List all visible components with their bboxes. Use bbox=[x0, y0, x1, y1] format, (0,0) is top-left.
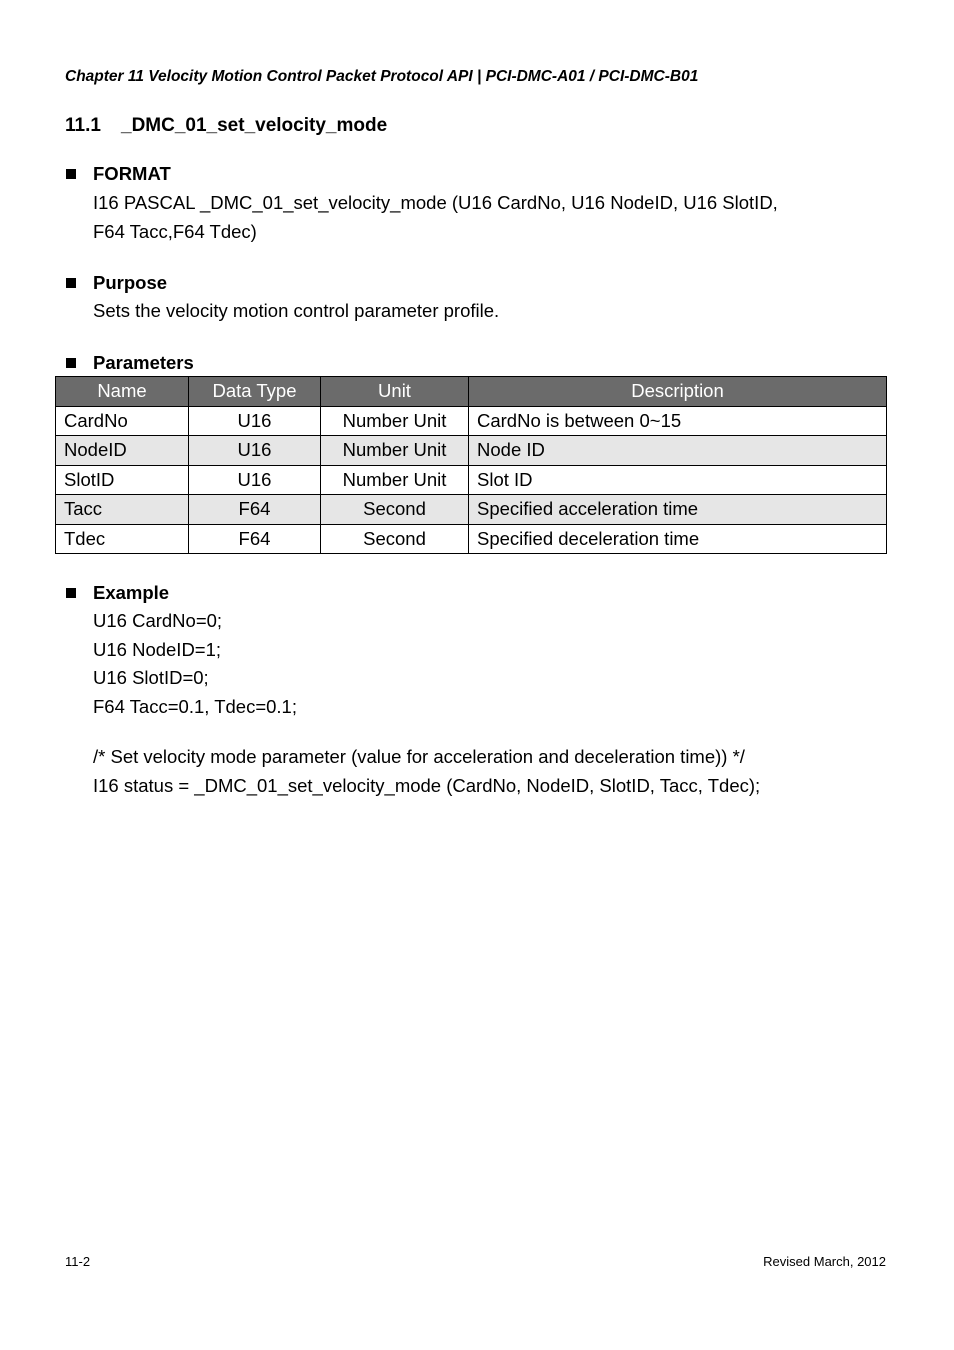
square-bullet-icon bbox=[66, 169, 76, 179]
param-unit: Number Unit bbox=[321, 465, 469, 495]
format-heading-text: FORMAT bbox=[93, 163, 171, 184]
example-heading bbox=[65, 581, 760, 605]
example-comment: /* Set velocity mode parameter (value for acceleration and deceleration time)) */ bbox=[93, 746, 745, 767]
example-function-call: I16 status = _DMC_01_set_velocity_mode (CardNo, NodeID, SlotID, Tacc, Tdec); bbox=[93, 774, 761, 796]
section-function-name: _DMC_01_set_velocity_mode bbox=[121, 115, 388, 136]
param-description: Specified acceleration time bbox=[469, 495, 887, 525]
example-code-line: U16 SlotID=0; bbox=[93, 667, 209, 688]
param-unit: Second bbox=[321, 495, 469, 525]
example-code-line: U16 CardNo=0; bbox=[93, 610, 223, 631]
format-line: F64 Tacc,F64 Tdec) bbox=[93, 220, 257, 242]
example-heading-text: Example bbox=[93, 582, 170, 603]
column-header-data-type: Data Type bbox=[189, 377, 321, 407]
format-section bbox=[65, 162, 778, 246]
param-type: F64 bbox=[189, 495, 321, 525]
param-name: Tdec bbox=[56, 524, 189, 554]
purpose-section bbox=[65, 271, 499, 326]
section-title bbox=[65, 115, 387, 137]
page-number: 11-2 bbox=[65, 1254, 91, 1269]
format-heading bbox=[65, 162, 778, 186]
param-unit: Second bbox=[321, 524, 469, 554]
table-row bbox=[56, 495, 887, 525]
param-unit: Number Unit bbox=[321, 436, 469, 466]
parameters-heading-text: Parameters bbox=[93, 352, 194, 373]
example-section bbox=[65, 581, 760, 800]
table-header-row bbox=[56, 377, 887, 407]
chapter-header: Chapter 11 Velocity Motion Control Packet Protocol API | PCI-DMC-A01 / PCI-DMC-B01 bbox=[65, 68, 699, 85]
param-description: Node ID bbox=[469, 436, 887, 466]
param-description: Specified deceleration time bbox=[469, 524, 887, 554]
param-description: Slot ID bbox=[469, 465, 887, 495]
column-header-unit: Unit bbox=[321, 377, 469, 407]
parameters-table bbox=[55, 376, 887, 554]
square-bullet-icon bbox=[66, 278, 76, 288]
purpose-text: Sets the velocity motion control parameter profile. bbox=[93, 300, 500, 321]
param-unit: Number Unit bbox=[321, 406, 469, 436]
table-row bbox=[56, 436, 887, 466]
column-header-description: Description bbox=[469, 377, 887, 407]
param-type: U16 bbox=[189, 465, 321, 495]
purpose-heading-text: Purpose bbox=[93, 272, 168, 293]
table-row bbox=[56, 465, 887, 495]
param-name: SlotID bbox=[56, 465, 189, 495]
example-code-line: F64 Tacc=0.1, Tdec=0.1; bbox=[93, 695, 297, 717]
square-bullet-icon bbox=[66, 588, 76, 598]
table-row bbox=[56, 406, 887, 436]
revision-date: Revised March, 2012 bbox=[763, 1254, 886, 1269]
square-bullet-icon bbox=[66, 358, 76, 368]
param-name: NodeID bbox=[56, 436, 189, 466]
param-type: F64 bbox=[189, 524, 321, 554]
param-description: CardNo is between 0~15 bbox=[469, 406, 887, 436]
column-header-name: Name bbox=[56, 377, 189, 407]
section-number: 11.1 bbox=[65, 115, 101, 136]
purpose-heading bbox=[65, 271, 499, 295]
param-name: CardNo bbox=[56, 406, 189, 436]
param-type: U16 bbox=[189, 436, 321, 466]
example-code-line: U16 NodeID=1; bbox=[93, 638, 222, 660]
param-type: U16 bbox=[189, 406, 321, 436]
format-line: I16 PASCAL _DMC_01_set_velocity_mode (U16 CardNo, U16 NodeID, U16 SlotID, bbox=[93, 192, 778, 213]
param-name: Tacc bbox=[56, 495, 189, 525]
table-row bbox=[56, 524, 887, 554]
